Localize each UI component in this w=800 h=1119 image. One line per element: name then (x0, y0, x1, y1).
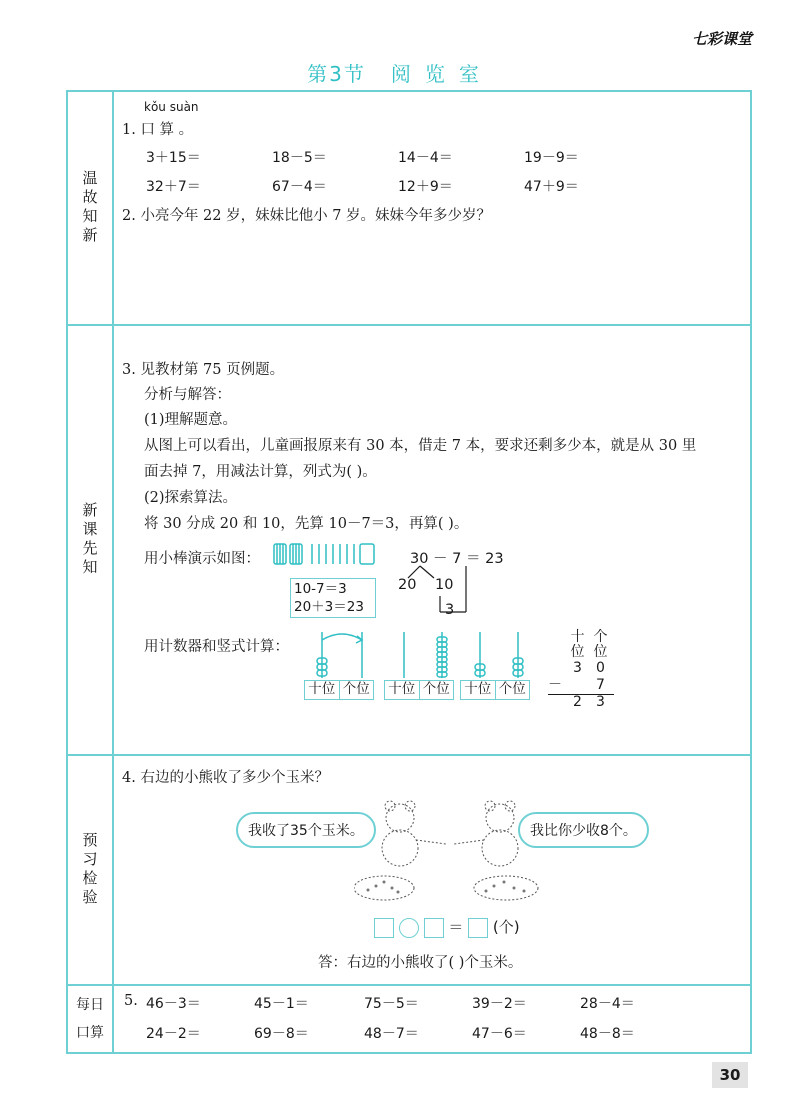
counter-label: 用计数器和竖式计算： (144, 639, 289, 655)
stick-calc-line: 10-7＝3 (294, 581, 347, 597)
abacus-ones-label: 个位 (422, 681, 450, 697)
q5-item: 48－8＝ (580, 1026, 635, 1042)
bubble-right: 我比你少收8个。 (518, 812, 649, 848)
q3-intro: 3. 见教材第 75 页例题。 (122, 362, 285, 378)
bubble-left: 我收了35个玉米。 (236, 812, 376, 848)
section-daily-line: 口算 (76, 1025, 104, 1041)
q5-item: 24－2＝ (146, 1026, 201, 1042)
q1-item: 32＋7＝ (146, 179, 201, 195)
q3-paragraph: 将 30 分成 20 和 10，先算 10－7＝3，再算( )。 (144, 516, 469, 532)
answer-template: ＝ (个) (374, 916, 520, 938)
stick-equation: 30 － 7 ＝ 23 (410, 551, 504, 567)
q1-pinyin: kǒu suàn (144, 100, 199, 114)
abacus-3-image (466, 630, 536, 680)
q1-item: 47＋9＝ (524, 179, 579, 195)
q1-item: 14－4＝ (398, 150, 453, 166)
q3-paragraph: 面去掉 7，用减法计算，列式为( )。 (144, 464, 377, 480)
vertical-header-tens: 十 位 (570, 629, 585, 660)
abacus-2-image (390, 630, 460, 680)
q3-analysis: 分析与解答： (144, 387, 231, 403)
section-review-text: 温故知新 (80, 170, 99, 246)
answer-box-2[interactable] (424, 918, 444, 938)
q5-item: 46－3＝ (146, 996, 201, 1012)
split-bottom: 3 (445, 602, 455, 618)
abacus-ones-label: 个位 (498, 681, 526, 697)
stick-bundles-image (272, 538, 392, 568)
page-title (0, 58, 800, 87)
abacus-tens-label: 十位 (461, 681, 496, 699)
stick-calc-line: 20＋3＝23 (294, 599, 364, 615)
unit-label: (个) (492, 918, 520, 936)
q3-step2: (2)探索算法。 (144, 490, 238, 506)
abacus-ones-label: 个位 (342, 681, 370, 697)
abacus-1-labels (304, 680, 374, 700)
worksheet-frame (66, 90, 752, 1054)
abacus-1-image (304, 630, 380, 680)
vertical-header-ones: 个 位 (593, 629, 608, 660)
q5-item: 39－2＝ (472, 996, 527, 1012)
vertical-digit: 7 (596, 677, 605, 693)
abacus-3-labels (460, 680, 530, 700)
q4-answer: 答：右边的小熊收了( )个玉米。 (318, 955, 523, 971)
q1-item: 18－5＝ (272, 150, 327, 166)
section-preview-text: 新课先知 (80, 502, 99, 578)
q4-text: 4. 右边的小熊收了多少个玉米？ (122, 770, 329, 786)
section-preview (68, 326, 750, 756)
stick-label: 用小棒演示如图： (144, 551, 260, 567)
split-left: 20 (398, 577, 417, 593)
q3-paragraph: 从图上可以看出，儿童画报原来有 30 本，借走 7 本，要求还剩多少本，就是从 30 里 (144, 438, 697, 454)
q5-item: 69－8＝ (254, 1026, 309, 1042)
section-check (68, 756, 750, 986)
section-preview-label (68, 326, 114, 754)
section-check-text: 预习检验 (80, 832, 99, 908)
answer-box-1[interactable] (374, 918, 394, 938)
operator-circle[interactable] (399, 918, 419, 938)
vertical-rule (548, 694, 614, 695)
q2-text: 2. 小亮今年 22 岁，妹妹比他小 7 岁。妹妹今年多少岁？ (122, 208, 492, 224)
vertical-operator: － (548, 677, 562, 693)
bears-illustration (354, 796, 544, 906)
brand-logo: 七彩课堂 (691, 30, 752, 48)
stick-calc-box (290, 578, 376, 618)
vertical-digit: 3 (596, 694, 605, 710)
q1-item: 67－4＝ (272, 179, 327, 195)
q3-step1: (1)理解题意。 (144, 412, 238, 428)
q5-item: 47－6＝ (472, 1026, 527, 1042)
section-daily (68, 986, 750, 1052)
q5-label: 5. (124, 993, 138, 1009)
section-review (68, 92, 750, 326)
q1-item: 3＋15＝ (146, 150, 201, 166)
q5-item: 28－4＝ (580, 996, 635, 1012)
title-prefix: 第3节 (307, 62, 366, 86)
section-daily-line: 每日 (76, 997, 104, 1013)
vertical-digit: 2 (573, 694, 582, 710)
q1-item: 12＋9＝ (398, 179, 453, 195)
abacus-2-labels (384, 680, 454, 700)
q5-item: 45－1＝ (254, 996, 309, 1012)
abacus-tens-label: 十位 (305, 681, 340, 699)
page-number: 30 (712, 1062, 748, 1088)
answer-box-3[interactable] (468, 918, 488, 938)
vertical-digit: 3 (573, 660, 582, 676)
split-lines (392, 564, 482, 634)
vertical-digit: 0 (596, 660, 605, 676)
q5-item: 75－5＝ (364, 996, 419, 1012)
section-check-label (68, 756, 114, 984)
title-main: 阅览室 (390, 62, 493, 86)
split-right: 10 (435, 577, 454, 593)
abacus-tens-label: 十位 (385, 681, 420, 699)
q1-item: 19－9＝ (524, 150, 579, 166)
section-review-label (68, 92, 114, 324)
section-daily-label (68, 986, 114, 1052)
q5-item: 48－7＝ (364, 1026, 419, 1042)
vertical-subtraction (548, 629, 612, 711)
q1-label: 1. 口 算 。 (122, 122, 194, 138)
